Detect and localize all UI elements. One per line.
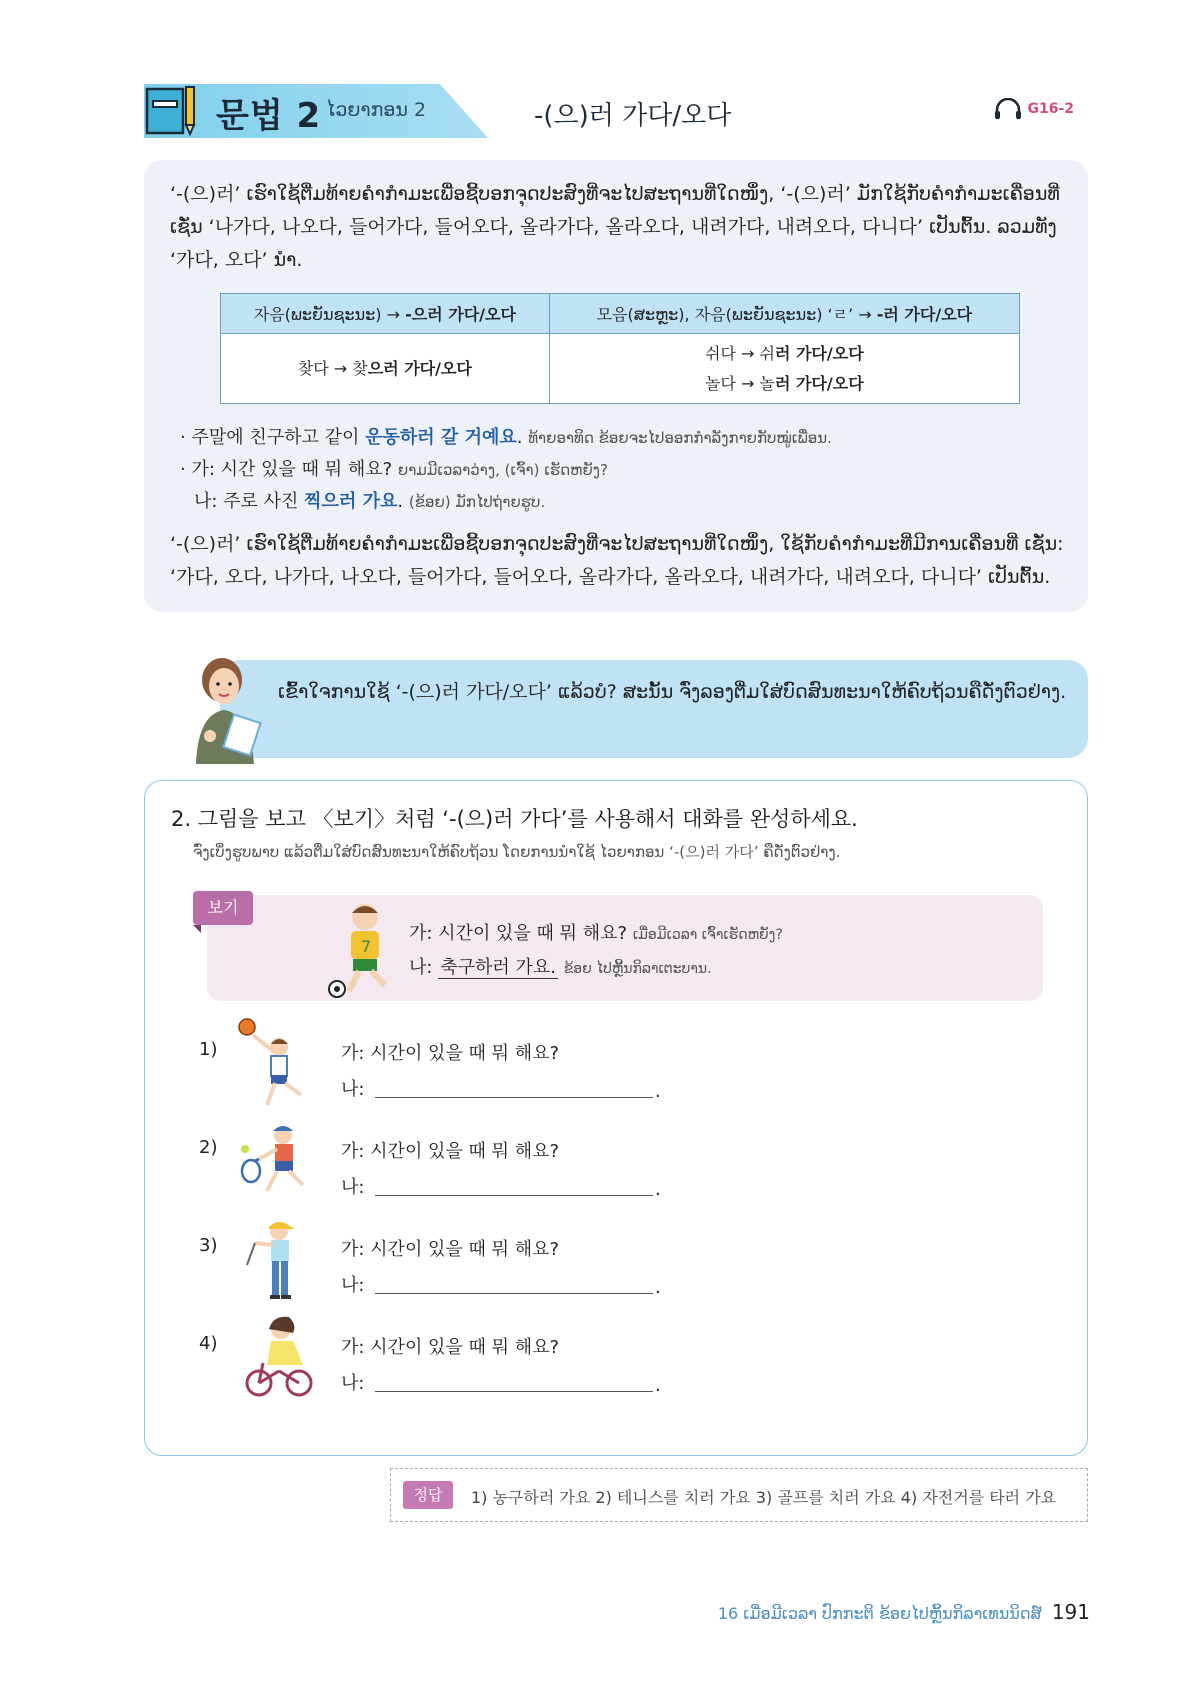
headphones-icon: [993, 98, 1023, 120]
sample-answer: 나: 축구하러 가요. ຂ້ອຍ ໄປຫຼິ້ນກິລາເຕະບານ.: [409, 957, 712, 978]
audio-code: G16-2: [1027, 101, 1074, 117]
cyclist-icon: [233, 1311, 323, 1407]
answer-blank[interactable]: [375, 1293, 653, 1294]
sample-question: 가: 시간이 있을 때 뭐 해요? ເມື່ອມີເວລາ ເຈົ້າເຮັດຫຍັງ?: [409, 923, 783, 944]
section-title: 문법 2: [216, 96, 322, 136]
example-2-question: · 가: 시간 있을 때 뭐 해요? ຍາມມີເວລາວ່າງ, (ເຈົ້າ) ເຮັດຫຍັງ?: [180, 459, 608, 480]
answer-key: [390, 1468, 1088, 1522]
exercise-title: 2. 그림을 보고 〈보기〉처럼 ‘-(으)러 가다’를 사용해서 대화를 완성하세요.: [171, 807, 858, 831]
answer-key-label: 정답: [403, 1481, 453, 1509]
explanation-paragraph-1: ‘-(으)러’ ເຮົາໃຊ້ຕື່ມທ້າຍຄຳກຳມະເພື່ອຊີ້ບອກຈຸດປະສົງທີ່ຈະໄປສະຖານທີ່ໃດໜຶ່ງ, ‘-(으)러’ ມັກໃຊ້ກັບຄຳກຳມະເຄື່ອນທີ່ ເຊັ່ນ ‘나가다, 나오다, 들어가다, 들어오다, 올라가다, 올라오다, 내려가다, 내려오다, 다니다’ ເປັນຕົ້ນ. ລວມທັງ ‘가다, 오다’ ນຳ.: [170, 183, 1060, 271]
chapter-title: 16 ເມື່ອມີເວລາ ປົກກະຕິ ຂ້ອຍໄປຫຼິ້ນກິລາເທນນິດສ໌: [717, 1604, 1042, 1623]
section-subtitle: ໄວຍາກອນ 2: [326, 99, 427, 121]
explanation-paragraph-2: ‘-(으)러’ ເຮົາໃຊ້ຕື່ມທ້າຍຄຳກຳມະເພື່ອຊີ້ບອກຈຸດປະສົງທີ່ຈະໄປສະຖານທີ່ໃດໜຶ່ງ, ໃຊ້ກັບຄຳກຳມະທີ່ມີການເຄື່ອນທີ່ ເຊັ່ນ: ‘가다, 오다, 나가다, 나오다, 들어가다, 들어오다, 올라가다, 올라오다, 내려가다, 내려오다, 다니다’ ເປັນຕົ້ນ.: [170, 533, 1064, 588]
svg-text:7: 7: [361, 937, 372, 956]
example-2-answer: 나: 주로 사진 찍으러 가요. (ຂ້ອຍ) ມັກໄປຖ່າຍຮູບ.: [194, 491, 546, 512]
conjugation-table: [220, 293, 1020, 404]
table-cell-consonant-example: 찾다 → 찾으러 가다/오다: [221, 334, 550, 404]
tip-bubble: [220, 660, 1088, 758]
table-header-vowel: 모음(ສະຫຼະ), 자음(ພະຍັນຊະນະ) ‘ㄹ’ → -러 가다/오다: [549, 294, 1019, 334]
exercise-item-1: 1) 가: 시간이 있을 때 뭐 해요? 나: .: [145, 1017, 1089, 1117]
exercise-box: [144, 780, 1088, 1456]
example-1: · 주말에 친구하고 같이 운동하러 갈 거예요. ທ້າຍອາທິດ ຂ້ອຍຈະໄປອອກກຳລັງກາຍກັບໝູ່ເພື່ອນ.: [180, 427, 832, 448]
answer-blank[interactable]: [375, 1391, 653, 1392]
audio-track[interactable]: [993, 98, 1074, 120]
answer-blank[interactable]: [375, 1195, 653, 1196]
table-header-consonant: 자음(ພະຍັນຊະນະ) → -으러 가다/오다: [221, 294, 550, 334]
answer-key-text: 1) 농구하러 가요 2) 테니스를 치러 가요 3) 골프를 치러 가요 4) 자전거를 타러 가요: [471, 1488, 1057, 1507]
grammar-explanation-box: [144, 160, 1088, 612]
sample-label: 보기: [193, 891, 253, 925]
tennis-player-icon: [233, 1115, 323, 1211]
answer-blank[interactable]: [375, 1097, 653, 1098]
soccer-player-icon: [313, 899, 413, 999]
page-footer: [718, 1600, 1090, 1624]
exercise-item-4: 4) 가: 시간이 있을 때 뭐 해요? 나: .: [145, 1311, 1089, 1411]
exercise-subtitle: ຈົ່ງເບິ່ງຮູບພາບ ແລ້ວຕື່ມໃສ່ບົດສົນທະນາໃຫ້ຄົບຖ້ວນ ໂດຍການນຳໃຊ້ ໄວຍາກອນ ‘-(으)러 가다’ ຄືດັ່ງຕົວຢ່າງ.: [193, 843, 841, 861]
tip-text: ເຂົ້າໃຈການໃຊ້ ‘-(으)러 가다/오다’ ແລ້ວບໍ? ສະນັ້ນ ຈົ່ງລອງຕື່ມໃສ່ບົດສົນທະນາໃຫ້ຄົບຖ້ວນຄືດັ່ງຕົວຢ່າງ.: [278, 681, 1067, 703]
example-sentences: [180, 422, 832, 518]
exercise-item-2: 2) 가: 시간이 있을 때 뭐 해요? 나: .: [145, 1115, 1089, 1215]
grammar-point-title: -(으)러 가다/오다: [534, 101, 732, 131]
teacher-illustration-icon: [174, 652, 274, 764]
exercise-item-3: 3) 가: 시간이 있을 때 뭐 해요? 나: .: [145, 1213, 1089, 1313]
basketball-player-icon: [233, 1017, 323, 1113]
table-cell-vowel-example: 쉬다 → 쉬러 가다/오다 놀다 → 놀러 가다/오다: [549, 334, 1019, 404]
golfer-icon: [233, 1213, 323, 1309]
grammar-book-icon: [144, 84, 198, 138]
section-header: [144, 84, 1088, 138]
page-number: 191: [1051, 1600, 1090, 1624]
